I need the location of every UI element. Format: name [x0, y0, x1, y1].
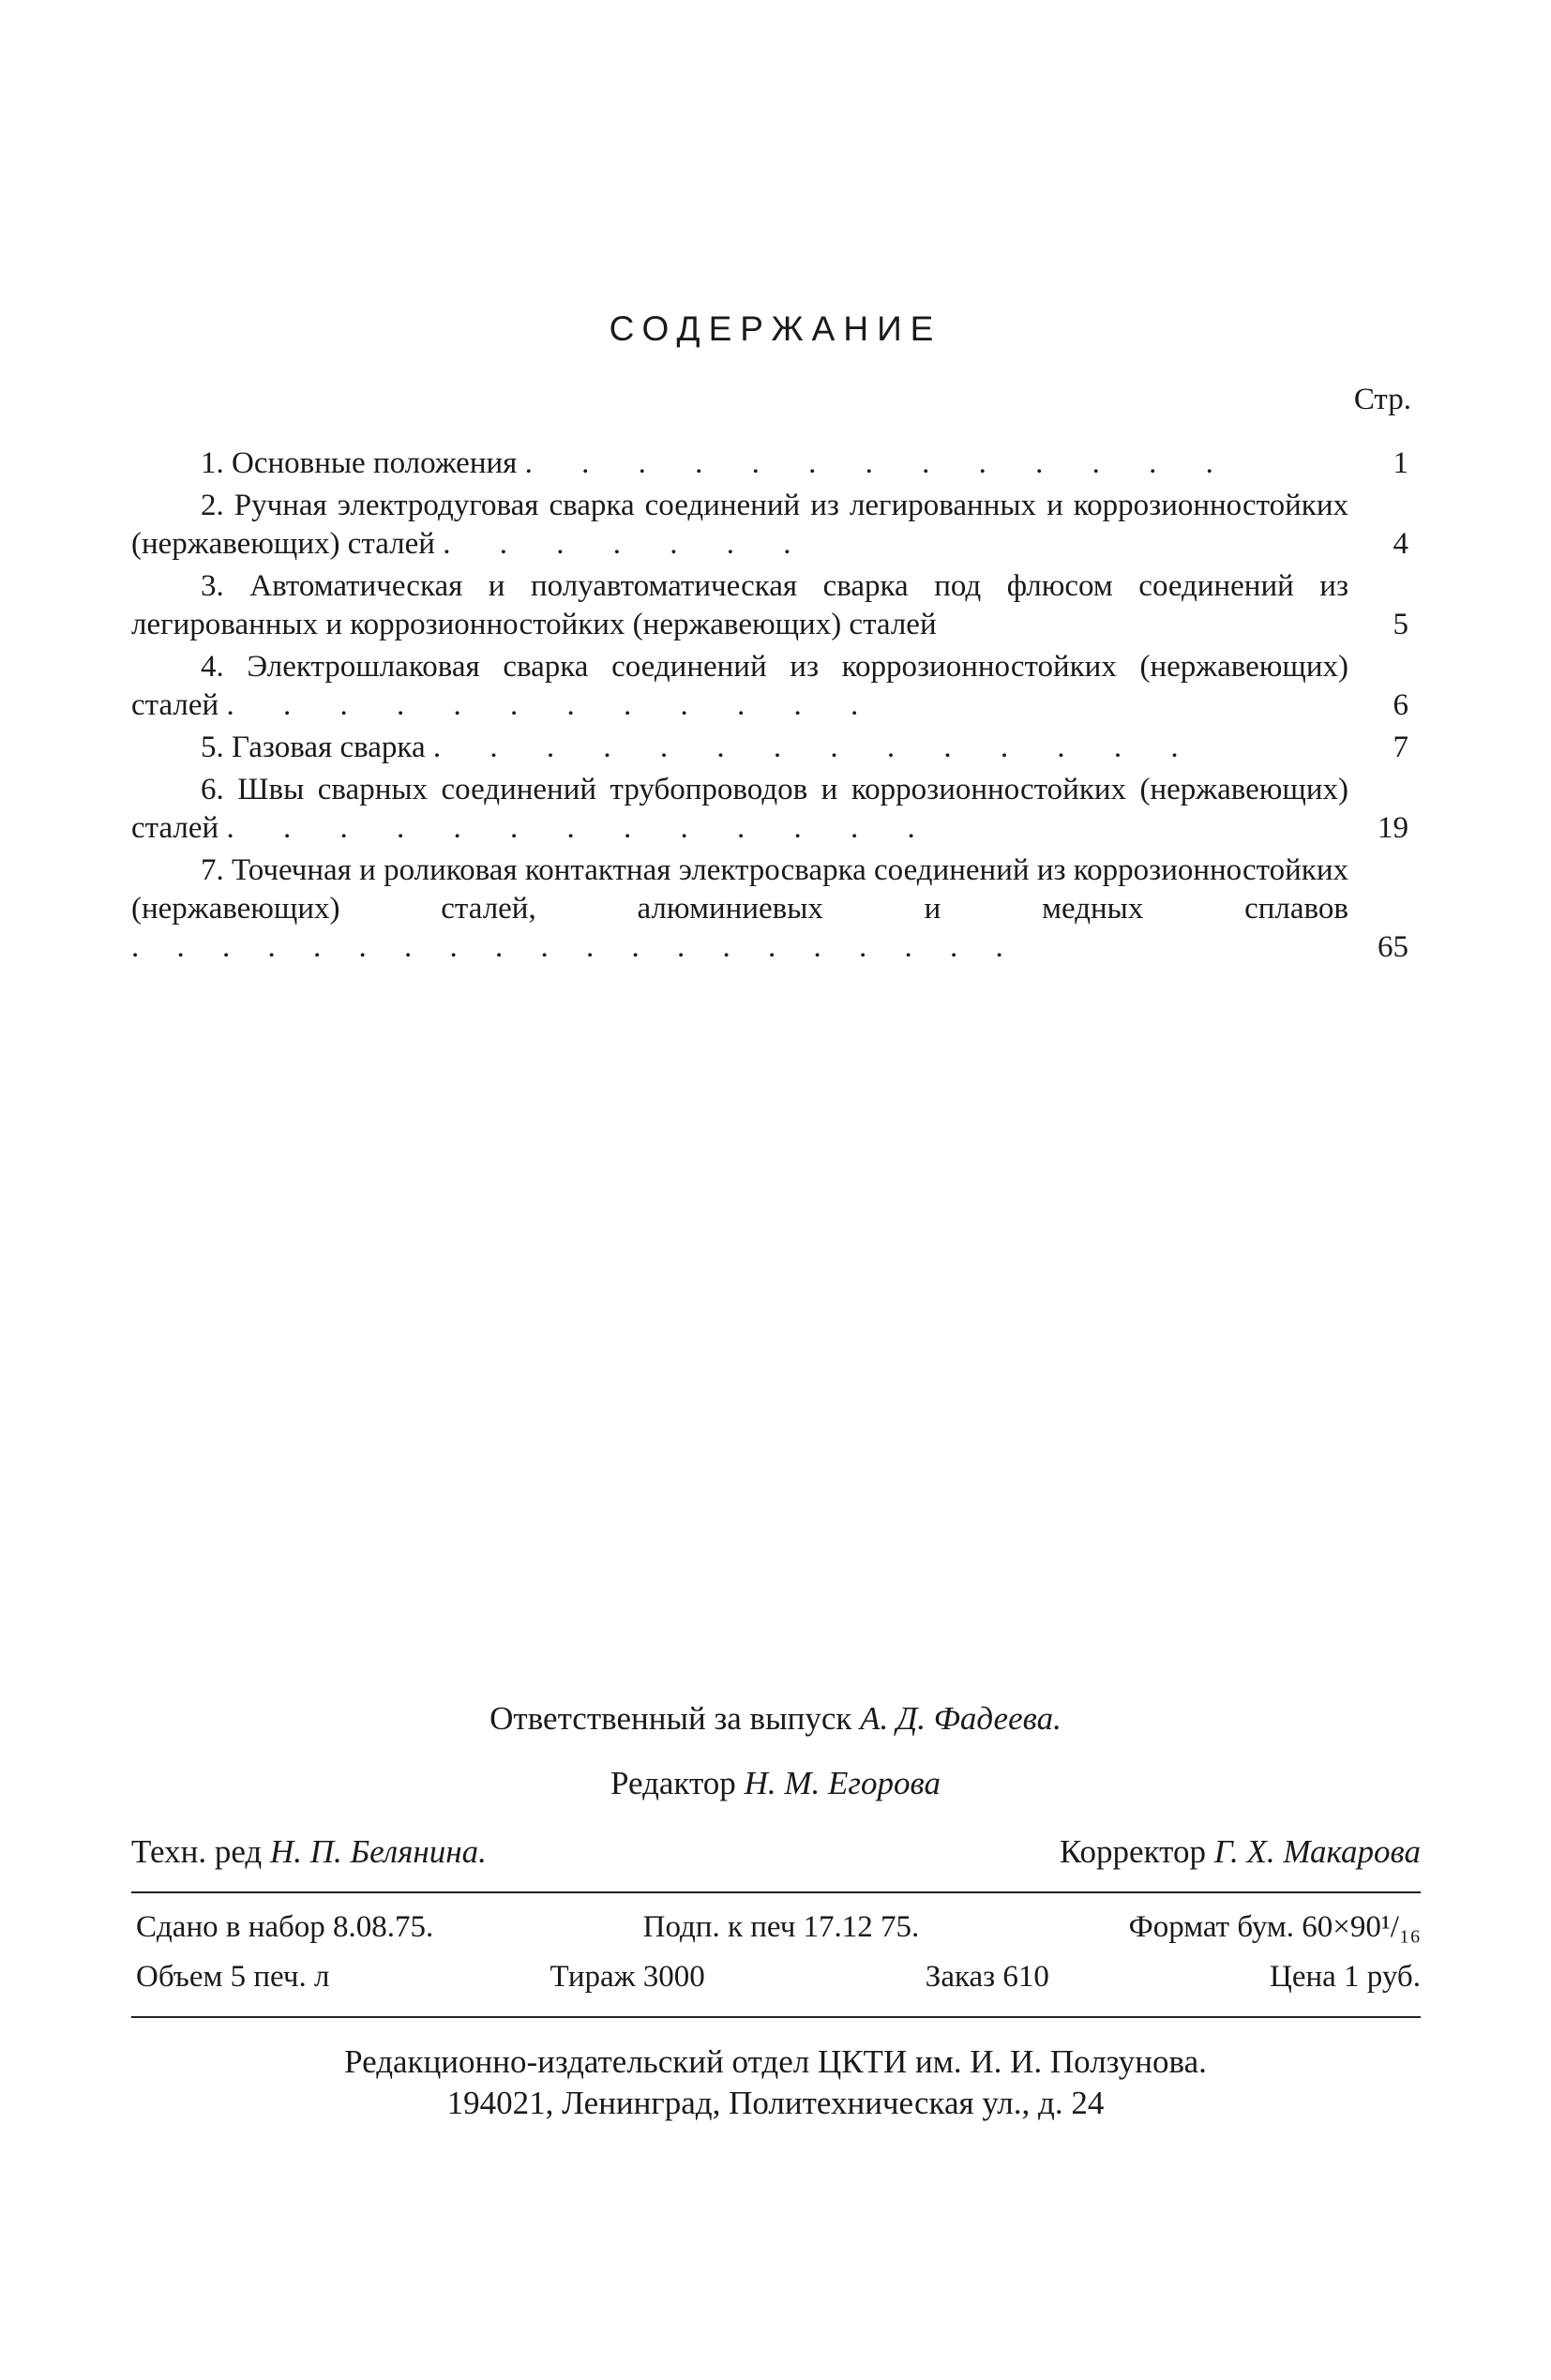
toc-entry-text: 6. Швы сварных соединений трубопроводов и коррозионностойких (нержавеющих) сталей	[131, 773, 1348, 845]
responsible-label: Ответственный за выпуск	[489, 1700, 852, 1737]
toc-entry-text: 1. Основные положения	[201, 446, 518, 480]
volume: Объем 5 печ. л	[136, 1960, 330, 1994]
toc-entry-leader: . . . . . . . . . . . . . . . . . . . .	[131, 930, 1018, 964]
typeset-date: Сдано в набор 8.08.75.	[136, 1910, 434, 1944]
imprint-row-1	[136, 1910, 1421, 1945]
tech-editor	[131, 1833, 487, 1871]
toc-entry-page: 19	[1378, 811, 1408, 845]
publisher-address: 194021, Ленинград, Политехническая ул., д. 24	[446, 2085, 1105, 2121]
toc-entry	[131, 648, 1408, 725]
toc-entry-leader: . . . . . . . . . . . . .	[524, 446, 1234, 480]
bottom-rule	[131, 2016, 1421, 2018]
toc-entry-text: 3. Автоматическая и полуавтоматическая сварка под флюсом соединений из легированных и коррозионностойких (нержавеющих) сталей	[131, 569, 1348, 641]
top-rule	[131, 1891, 1421, 1893]
toc-entry	[131, 851, 1408, 967]
editor-name: Н. М. Егорова	[744, 1765, 941, 1801]
tech-editor-name: Н. П. Белянина.	[269, 1833, 487, 1870]
toc-entry-text: 7. Точечная и роликовая контактная электросварка соединений из коррозионностойких (нержавеющих) сталей, алюминиевых и медных сплавов	[131, 853, 1348, 926]
publisher-block	[0, 2041, 1551, 2124]
toc-entry-page: 7	[1393, 731, 1408, 764]
toc-entry-page: 4	[1393, 527, 1408, 561]
toc-entry-leader: . . . . . . . . . . . . .	[226, 811, 936, 845]
toc-entry	[131, 567, 1408, 644]
toc-entry-page: 6	[1393, 688, 1408, 722]
toc-entry	[131, 771, 1408, 848]
page-column-label: Стр.	[1353, 383, 1411, 416]
toc-entry	[131, 729, 1408, 767]
tech-editor-label: Техн. ред	[131, 1833, 263, 1870]
toc-entry-leader: . . . . . . .	[443, 527, 812, 561]
toc-entry-page: 1	[1393, 446, 1408, 480]
toc-entry	[131, 444, 1408, 483]
print-sign-date: Подп. к печ 17.12 75.	[642, 1910, 920, 1944]
toc-entry-page: 5	[1393, 608, 1408, 641]
toc-entry-leader: . . . . . . . . . . . .	[226, 688, 880, 722]
publisher-name: Редакционно-издательский отдел ЦКТИ им. И. И. Ползунова.	[344, 2043, 1207, 2080]
price: Цена 1 руб.	[1270, 1960, 1421, 1994]
paper-format: Формат бум. 60×90¹/₁₆	[1128, 1910, 1421, 1944]
order-number: Заказ 610	[925, 1960, 1049, 1994]
toc-entry	[131, 487, 1408, 564]
table-of-contents	[131, 444, 1408, 971]
corrector-name: Г. Х. Макарова	[1213, 1833, 1421, 1870]
toc-entry-text: 4. Электрошлаковая сварка соединений из коррозионностойких (нержавеющих) сталей	[131, 650, 1348, 722]
toc-entry-text: 2. Ручная электродуговая сварка соединений из легированных и коррозионностойких (нержавеющих) сталей	[131, 489, 1348, 561]
toc-entry-text: 5. Газовая сварка	[201, 731, 426, 764]
toc-title: СОДЕРЖАНИЕ	[609, 309, 942, 348]
corrector	[1060, 1833, 1421, 1871]
imprint-row-2	[136, 1960, 1421, 1995]
responsible-line	[0, 1700, 1551, 1738]
editor-line	[0, 1765, 1551, 1802]
corrector-label: Корректор	[1059, 1833, 1206, 1870]
toc-entry-leader: . . . . . . . . . . . . . .	[432, 731, 1199, 764]
editor-label: Редактор	[610, 1765, 736, 1801]
tech-editor-row	[131, 1833, 1421, 1871]
print-run: Тираж 3000	[550, 1960, 705, 1994]
toc-entry-page: 65	[1378, 930, 1408, 964]
responsible-name: А. Д. Фадеева.	[860, 1700, 1062, 1737]
